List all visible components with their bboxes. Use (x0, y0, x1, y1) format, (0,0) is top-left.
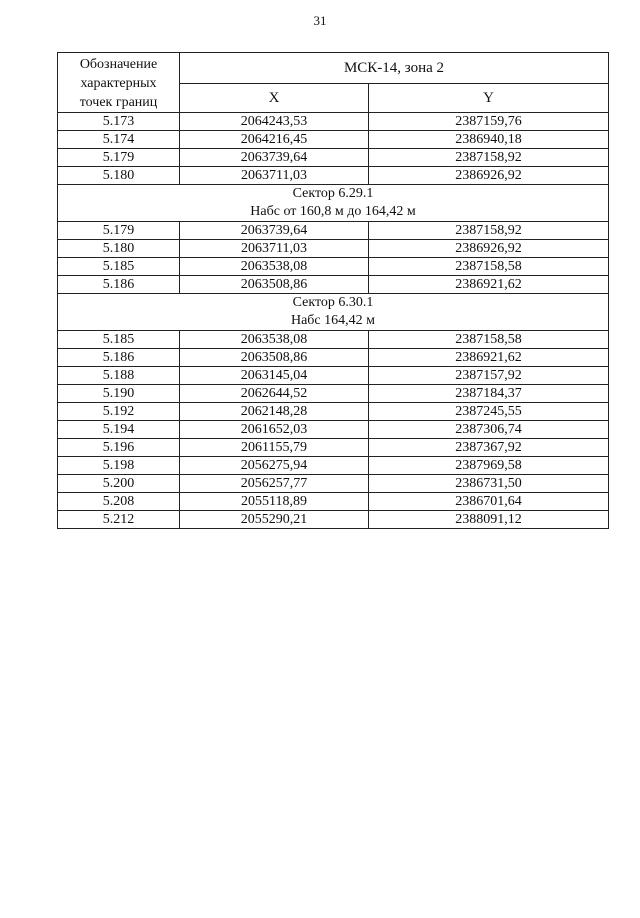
y-coordinate-cell: 2387158,58 (369, 258, 609, 276)
sector-title: Сектор 6.29.1 (292, 186, 374, 201)
x-coordinate-cell: 2062644,52 (180, 385, 369, 403)
y-coordinate-cell: 2388091,12 (369, 511, 609, 529)
sector-header-row (58, 294, 609, 331)
point-cell: 5.174 (58, 131, 180, 149)
sector-header-row (58, 185, 609, 222)
coordinates-table (57, 52, 609, 529)
table-row (58, 511, 609, 529)
x-coordinate-cell: 2063739,64 (180, 222, 369, 240)
y-coordinate-cell: 2387306,74 (369, 421, 609, 439)
page-number: 31 (313, 13, 327, 28)
x-coordinate-cell: 2063145,04 (180, 367, 369, 385)
table-row (58, 475, 609, 493)
point-cell: 5.185 (58, 258, 180, 276)
point-cell: 5.198 (58, 457, 180, 475)
table-row (58, 113, 609, 131)
point-cell: 5.173 (58, 113, 180, 131)
x-coordinate-cell: 2063711,03 (180, 167, 369, 185)
sector-height: Набс от 160,8 м до 164,42 м (250, 204, 416, 219)
point-cell: 5.212 (58, 511, 180, 529)
table-row (58, 240, 609, 258)
y-coordinate-cell: 2387159,76 (369, 113, 609, 131)
sector-title: Сектор 6.30.1 (292, 295, 374, 310)
table-row (58, 167, 609, 185)
x-coordinate-cell: 2056275,94 (180, 457, 369, 475)
table-row (58, 403, 609, 421)
y-coordinate-cell: 2386926,92 (369, 240, 609, 258)
y-column-header: Y (369, 84, 609, 113)
point-designation-header (58, 53, 180, 113)
table-row (58, 385, 609, 403)
x-coordinate-cell: 2064216,45 (180, 131, 369, 149)
table-header (58, 53, 609, 113)
sector-header-cell (58, 294, 609, 331)
y-coordinate-cell: 2386940,18 (369, 131, 609, 149)
x-coordinate-cell: 2063538,08 (180, 258, 369, 276)
x-coordinate-cell: 2062148,28 (180, 403, 369, 421)
x-coordinate-cell: 2063508,86 (180, 349, 369, 367)
point-cell: 5.194 (58, 421, 180, 439)
x-coordinate-cell: 2063739,64 (180, 149, 369, 167)
point-cell: 5.179 (58, 149, 180, 167)
x-column-header: X (180, 84, 369, 113)
sector-height: Набс 164,42 м (290, 313, 376, 328)
x-coordinate-cell: 2061652,03 (180, 421, 369, 439)
table-row (58, 149, 609, 167)
table-row (58, 331, 609, 349)
y-coordinate-cell: 2386926,92 (369, 167, 609, 185)
point-cell: 5.186 (58, 276, 180, 294)
point-cell: 5.188 (58, 367, 180, 385)
point-cell: 5.186 (58, 349, 180, 367)
point-cell: 5.179 (58, 222, 180, 240)
table-body (58, 113, 609, 529)
x-coordinate-cell: 2056257,77 (180, 475, 369, 493)
point-cell: 5.180 (58, 240, 180, 258)
point-cell: 5.192 (58, 403, 180, 421)
point-header-line-3: точек границ (79, 95, 158, 110)
table-row (58, 222, 609, 240)
y-coordinate-cell: 2387367,92 (369, 439, 609, 457)
coordinate-system-header: МСК-14, зона 2 (180, 53, 609, 84)
x-coordinate-cell: 2061155,79 (180, 439, 369, 457)
table-row (58, 131, 609, 149)
x-coordinate-cell: 2063538,08 (180, 331, 369, 349)
y-coordinate-cell: 2387969,58 (369, 457, 609, 475)
sector-header-cell (58, 185, 609, 222)
y-coordinate-cell: 2386731,50 (369, 475, 609, 493)
x-coordinate-cell: 2064243,53 (180, 113, 369, 131)
table-row (58, 276, 609, 294)
x-coordinate-cell: 2063508,86 (180, 276, 369, 294)
y-coordinate-cell: 2387184,37 (369, 385, 609, 403)
table-row (58, 349, 609, 367)
y-coordinate-cell: 2386921,62 (369, 276, 609, 294)
y-coordinate-cell: 2387158,92 (369, 149, 609, 167)
x-coordinate-cell: 2055118,89 (180, 493, 369, 511)
point-cell: 5.185 (58, 331, 180, 349)
x-coordinate-cell: 2055290,21 (180, 511, 369, 529)
table-row (58, 457, 609, 475)
point-header-line-1: Обозначение (79, 57, 158, 72)
point-cell: 5.208 (58, 493, 180, 511)
table-row (58, 439, 609, 457)
y-coordinate-cell: 2387158,58 (369, 331, 609, 349)
table-row (58, 493, 609, 511)
x-coordinate-cell: 2063711,03 (180, 240, 369, 258)
y-coordinate-cell: 2386701,64 (369, 493, 609, 511)
table-row (58, 421, 609, 439)
y-coordinate-cell: 2387157,92 (369, 367, 609, 385)
table-row (58, 258, 609, 276)
point-cell: 5.200 (58, 475, 180, 493)
point-cell: 5.180 (58, 167, 180, 185)
point-cell: 5.196 (58, 439, 180, 457)
y-coordinate-cell: 2386921,62 (369, 349, 609, 367)
point-cell: 5.190 (58, 385, 180, 403)
table-row (58, 367, 609, 385)
y-coordinate-cell: 2387245,55 (369, 403, 609, 421)
point-header-line-2: характерных (80, 76, 157, 91)
y-coordinate-cell: 2387158,92 (369, 222, 609, 240)
